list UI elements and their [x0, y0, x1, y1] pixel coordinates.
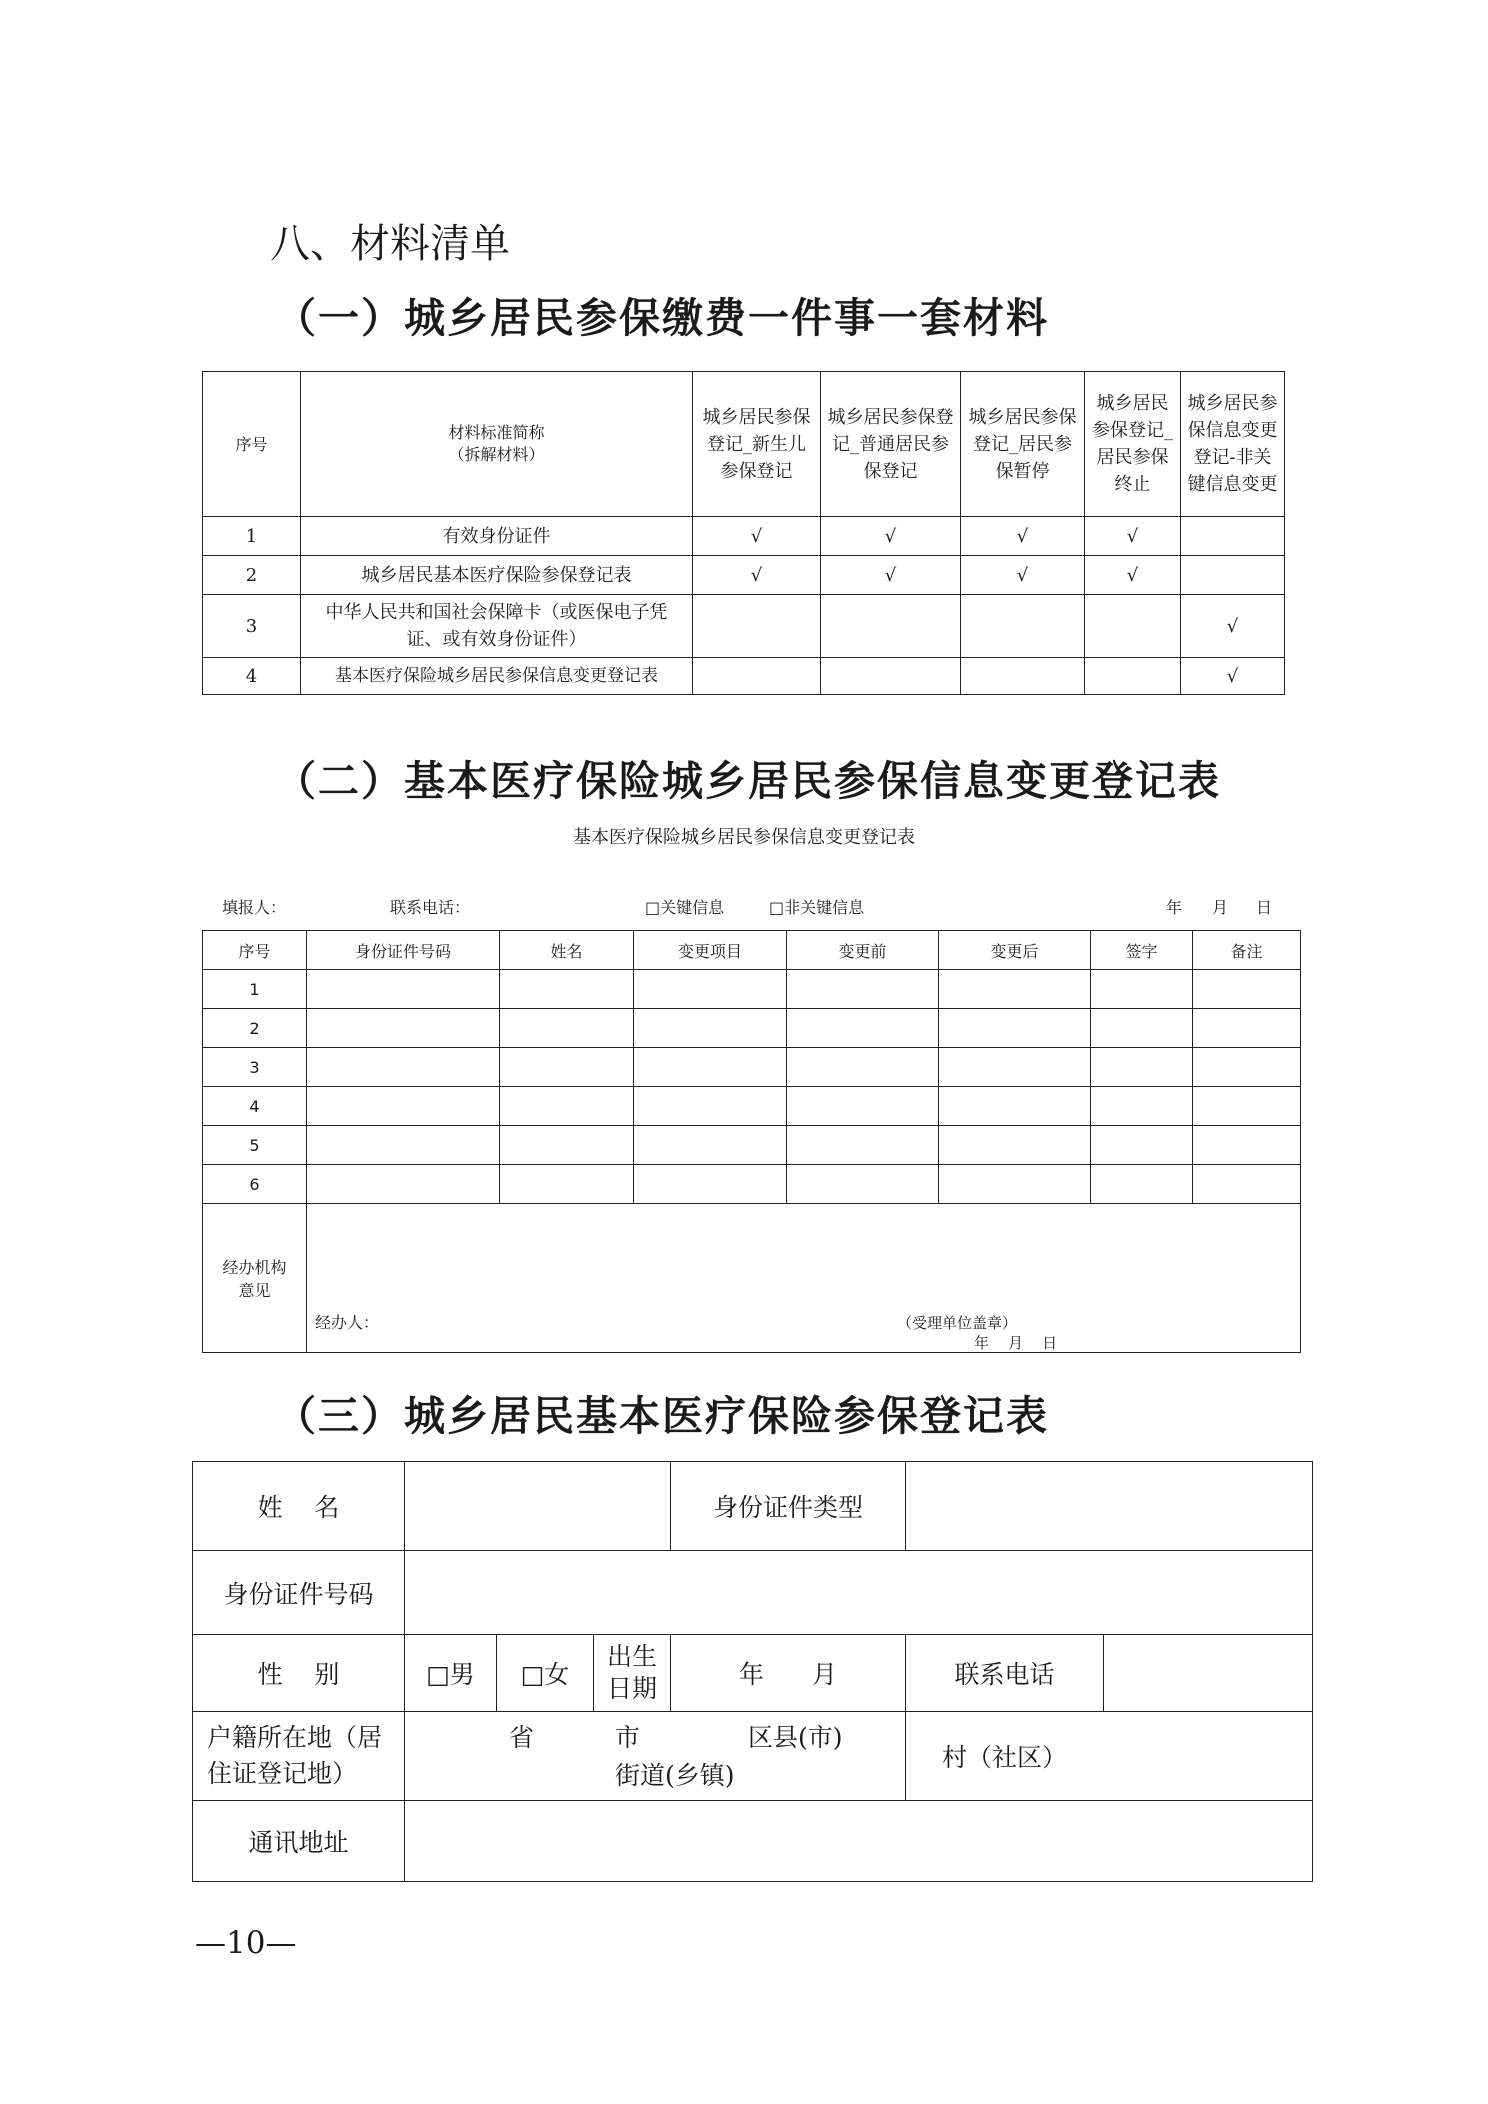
check-mark: √	[961, 556, 1085, 595]
district-label: 区县(市)	[748, 1723, 843, 1752]
header-material-line1: 材料标准简称	[448, 423, 545, 442]
contact-phone-label: 联系电话	[906, 1635, 1104, 1712]
date-year: 年	[1166, 898, 1183, 917]
input-cell[interactable]	[787, 1087, 939, 1126]
birth-year: 年	[739, 1660, 765, 1689]
header-col: 城乡居民参保登记_普通居民参保登记	[821, 372, 961, 517]
input-cell[interactable]	[307, 1126, 500, 1165]
header-material	[301, 372, 693, 517]
check-mark	[1181, 517, 1285, 556]
check-mark	[693, 595, 821, 658]
check-mark	[1085, 658, 1181, 695]
name-input[interactable]	[405, 1462, 671, 1551]
date-day: 日	[1256, 898, 1273, 917]
input-cell[interactable]	[787, 1126, 939, 1165]
input-cell[interactable]	[500, 1126, 634, 1165]
opinion-cell[interactable]	[307, 1204, 1301, 1353]
input-cell[interactable]	[500, 970, 634, 1009]
seal-label: （受理单位盖章）	[897, 1314, 1018, 1332]
table-row	[193, 1635, 1313, 1712]
table-row	[203, 1165, 1301, 1204]
header-col: 城乡居民参保登记_居民参保暂停	[961, 372, 1085, 517]
row-material: 基本医疗保险城乡居民参保信息变更登记表	[301, 658, 693, 695]
check-mark: √	[1085, 556, 1181, 595]
household-input[interactable]	[405, 1712, 906, 1801]
row-seq: 4	[203, 1087, 307, 1126]
subsection-title-1: （一）城乡居民参保缴费一件事一套材料	[275, 294, 1049, 342]
table-row	[203, 595, 1285, 658]
address-label: 通讯地址	[193, 1801, 405, 1882]
section-title: 八、材料清单	[270, 221, 510, 267]
table-row	[203, 1048, 1301, 1087]
check-mark	[961, 658, 1085, 695]
input-cell[interactable]	[307, 1048, 500, 1087]
row-seq: 3	[203, 595, 301, 658]
input-cell[interactable]	[1193, 1048, 1301, 1087]
table-row	[203, 970, 1301, 1009]
check-mark: √	[693, 556, 821, 595]
row-material: 城乡居民基本医疗保险参保登记表	[301, 556, 693, 595]
contact-phone-input[interactable]	[1104, 1635, 1313, 1712]
birth-month: 月	[811, 1660, 837, 1689]
input-cell[interactable]	[1091, 1009, 1193, 1048]
address-input[interactable]	[405, 1801, 1313, 1882]
subsection-title-2: （二）基本医疗保险城乡居民参保信息变更登记表	[275, 757, 1221, 805]
input-cell[interactable]	[787, 970, 939, 1009]
id-number-label: 身份证件号码	[193, 1551, 405, 1635]
table-row	[203, 1009, 1301, 1048]
check-mark: √	[1085, 517, 1181, 556]
name-label: 姓 名	[193, 1462, 405, 1551]
input-cell[interactable]	[500, 1087, 634, 1126]
row-seq: 2	[203, 556, 301, 595]
page-number: —10—	[195, 1925, 297, 1961]
check-mark: √	[1181, 595, 1285, 658]
opinion-date: 年 月 日	[974, 1334, 1058, 1352]
province-label: 省	[509, 1723, 535, 1752]
input-cell[interactable]	[634, 1009, 787, 1048]
check-mark	[693, 658, 821, 695]
table-row	[203, 1126, 1301, 1165]
header-cell: 变更项目	[634, 931, 787, 970]
input-cell[interactable]	[307, 1009, 500, 1048]
input-cell[interactable]	[500, 1165, 634, 1204]
registration-table	[192, 1461, 1313, 1882]
row-seq: 1	[203, 517, 301, 556]
materials-table	[202, 371, 1285, 695]
header-col: 城乡居民参保信息变更登记-非关键信息变更	[1181, 372, 1285, 517]
village-label: 村（社区）	[906, 1712, 1313, 1801]
header-seq: 序号	[203, 372, 301, 517]
id-number-input[interactable]	[405, 1551, 1313, 1635]
row-material: 有效身份证件	[301, 517, 693, 556]
form2-title: 基本医疗保险城乡居民参保信息变更登记表	[573, 827, 915, 848]
birth-date-cell[interactable]	[671, 1635, 906, 1712]
input-cell[interactable]	[634, 1087, 787, 1126]
input-cell[interactable]	[1193, 1165, 1301, 1204]
opinion-label: 经办机构意见	[203, 1204, 307, 1353]
row-seq: 4	[203, 658, 301, 695]
change-registration-table	[202, 930, 1301, 1353]
header-cell: 签字	[1091, 931, 1193, 970]
nonkey-info-checkbox[interactable]: □非关键信息	[769, 898, 865, 917]
input-cell[interactable]	[787, 1009, 939, 1048]
input-cell[interactable]	[939, 1165, 1091, 1204]
street-label: 街道(乡镇)	[615, 1761, 735, 1790]
row-seq: 2	[203, 1009, 307, 1048]
check-mark: √	[1181, 658, 1285, 695]
header-cell: 序号	[203, 931, 307, 970]
input-cell[interactable]	[939, 1126, 1091, 1165]
input-cell[interactable]	[500, 1048, 634, 1087]
input-cell[interactable]	[1091, 1126, 1193, 1165]
opinion-row	[203, 1204, 1301, 1353]
check-mark	[821, 658, 961, 695]
handler-label: 经办人：	[315, 1313, 380, 1332]
birth-label: 出生日期	[594, 1635, 671, 1712]
row-seq: 5	[203, 1126, 307, 1165]
id-type-label: 身份证件类型	[671, 1462, 906, 1551]
header-col: 城乡居民参保登记_居民参保终止	[1085, 372, 1181, 517]
table-row	[193, 1801, 1313, 1882]
check-mark: √	[693, 517, 821, 556]
table-row	[193, 1462, 1313, 1551]
input-cell[interactable]	[939, 970, 1091, 1009]
input-cell[interactable]	[1193, 1009, 1301, 1048]
input-cell[interactable]	[787, 1048, 939, 1087]
check-mark: √	[961, 517, 1085, 556]
input-cell[interactable]	[307, 1165, 500, 1204]
id-type-input[interactable]	[906, 1462, 1313, 1551]
input-cell[interactable]	[1193, 1126, 1301, 1165]
header-cell: 姓名	[500, 931, 634, 970]
table-row	[193, 1712, 1313, 1801]
form2-meta	[202, 895, 1302, 919]
input-cell[interactable]	[500, 1009, 634, 1048]
input-cell[interactable]	[634, 1165, 787, 1204]
male-checkbox[interactable]: □男	[405, 1635, 497, 1712]
input-cell[interactable]	[939, 1048, 1091, 1087]
row-seq: 3	[203, 1048, 307, 1087]
row-seq: 1	[203, 970, 307, 1009]
check-mark	[821, 595, 961, 658]
input-cell[interactable]	[307, 970, 500, 1009]
row-material: 中华人民共和国社会保障卡（或医保电子凭证、或有效身份证件）	[301, 595, 693, 658]
header-material-line2: （拆解材料）	[448, 445, 545, 464]
input-cell[interactable]	[634, 1126, 787, 1165]
key-info-checkbox[interactable]: □关键信息	[645, 898, 725, 917]
table-header-row	[203, 931, 1301, 970]
input-cell[interactable]	[1091, 1165, 1193, 1204]
input-cell[interactable]	[1091, 1087, 1193, 1126]
table-row	[203, 1087, 1301, 1126]
check-mark: √	[821, 556, 961, 595]
table-row	[203, 658, 1285, 695]
check-mark	[1085, 595, 1181, 658]
input-cell[interactable]	[634, 970, 787, 1009]
header-cell: 备注	[1193, 931, 1301, 970]
female-checkbox[interactable]: □女	[497, 1635, 594, 1712]
row-seq: 6	[203, 1165, 307, 1204]
table-header-row	[203, 372, 1285, 517]
input-cell[interactable]	[787, 1165, 939, 1204]
filler-label: 填报人：	[222, 898, 287, 917]
table-row	[203, 517, 1285, 556]
input-cell[interactable]	[939, 1087, 1091, 1126]
header-col: 城乡居民参保登记_新生儿参保登记	[693, 372, 821, 517]
table-row	[203, 556, 1285, 595]
check-mark: √	[821, 517, 961, 556]
check-mark	[1181, 556, 1285, 595]
table-row	[193, 1551, 1313, 1635]
subsection-title-3: （三）城乡居民基本医疗保险参保登记表	[275, 1392, 1049, 1440]
input-cell[interactable]	[1091, 1048, 1193, 1087]
input-cell[interactable]	[1193, 1087, 1301, 1126]
gender-label: 性 别	[193, 1635, 405, 1712]
date-month: 月	[1212, 898, 1229, 917]
check-mark	[961, 595, 1085, 658]
input-cell[interactable]	[939, 1009, 1091, 1048]
input-cell[interactable]	[307, 1087, 500, 1126]
header-cell: 变更前	[787, 931, 939, 970]
city-label: 市	[615, 1723, 641, 1752]
household-label: 户籍所在地（居住证登记地）	[193, 1712, 405, 1801]
header-cell: 身份证件号码	[307, 931, 500, 970]
input-cell[interactable]	[1091, 970, 1193, 1009]
header-cell: 变更后	[939, 931, 1091, 970]
input-cell[interactable]	[1193, 970, 1301, 1009]
input-cell[interactable]	[634, 1048, 787, 1087]
phone-label: 联系电话：	[390, 898, 471, 917]
